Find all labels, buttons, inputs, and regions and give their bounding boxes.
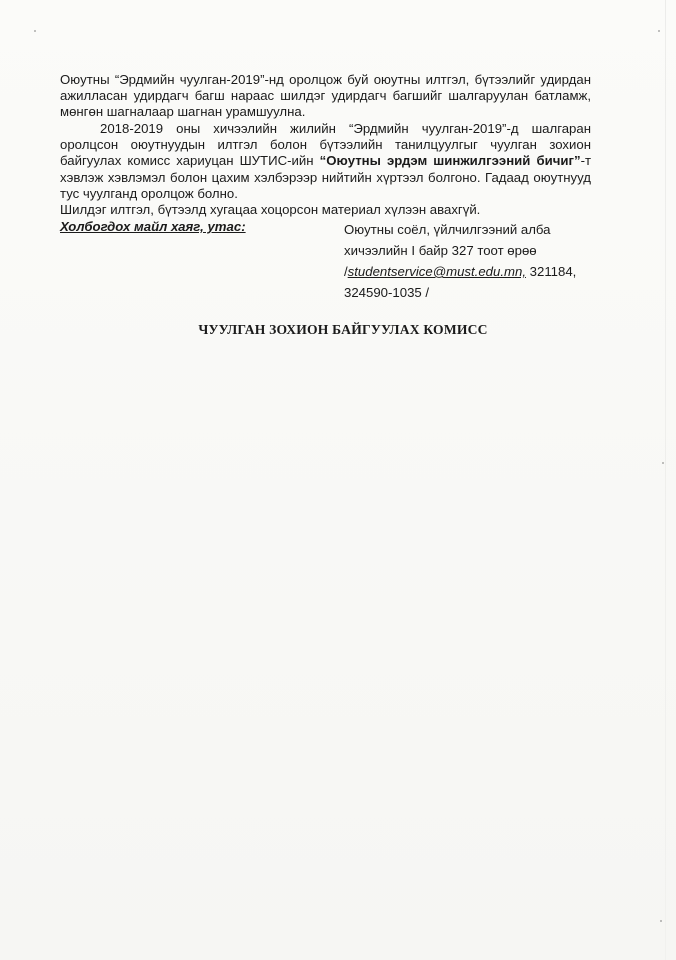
contact-office: Оюутны соёл, үйлчилгээний алба [344, 222, 551, 237]
contact-phone-2: 324590-1035 / [344, 285, 430, 300]
contact-info [344, 219, 594, 303]
scan-speck [662, 462, 664, 464]
scan-speck [34, 30, 36, 32]
contact-label: Холбогдох майл хаяг, утас: [60, 219, 246, 234]
paragraph-best-advisor-award: Оюутны “Эрдмийн чуулган-2019”-нд оролцож буй оюутны илтгэл, бүтээлийг удирдан ажилласан удирдагч багш нараас шилдэг удирдагч багшийг шалгаруулан батламж, мөнгөн шагналаар шагнан урамшуулна. [60, 72, 591, 120]
contact-room: хичээлийн I байр 327 тоот өрөө [344, 243, 537, 258]
contact-phone-1: 321184, [525, 264, 577, 279]
contact-slash-open: / [344, 264, 348, 279]
paragraph-publication-text-start: 2018-2019 оны хичээлийн жилийн “Эрдмийн чуулган-2019”-д шалгаран оролцсон оюутнуудын илтгэл болон бүтээлийн танилцуулгыг чуулган зохион байгуулах комисс хариуцан ШУТИС-ийн [60, 121, 591, 169]
signature-committee: ЧУУЛГАН ЗОХИОН БАЙГУУЛАХ КОМИСС [198, 322, 488, 337]
scan-speck [660, 920, 662, 922]
scan-speck [658, 30, 660, 32]
paragraph-publication-text-end: -т хэвлэж хэвлэмэл болон цахим хэлбэрээр нийтийн хүртээл болгоно. Гадаад оюутнууд тус чуулганд оролцож болно. [60, 153, 591, 201]
contact-email-line [344, 261, 594, 282]
journal-title: “Оюутны эрдэм шинжилгээний бичиг” [319, 153, 581, 169]
paragraph-late-submission: Шилдэг илтгэл, бүтээлд хугацаа хоцорсон материал хүлээн авахгүй. [60, 202, 481, 217]
scan-edge-shadow [665, 0, 666, 960]
paragraph-publication [60, 121, 591, 202]
contact-email-link[interactable]: studentservice@must.edu.mn, [347, 264, 526, 279]
